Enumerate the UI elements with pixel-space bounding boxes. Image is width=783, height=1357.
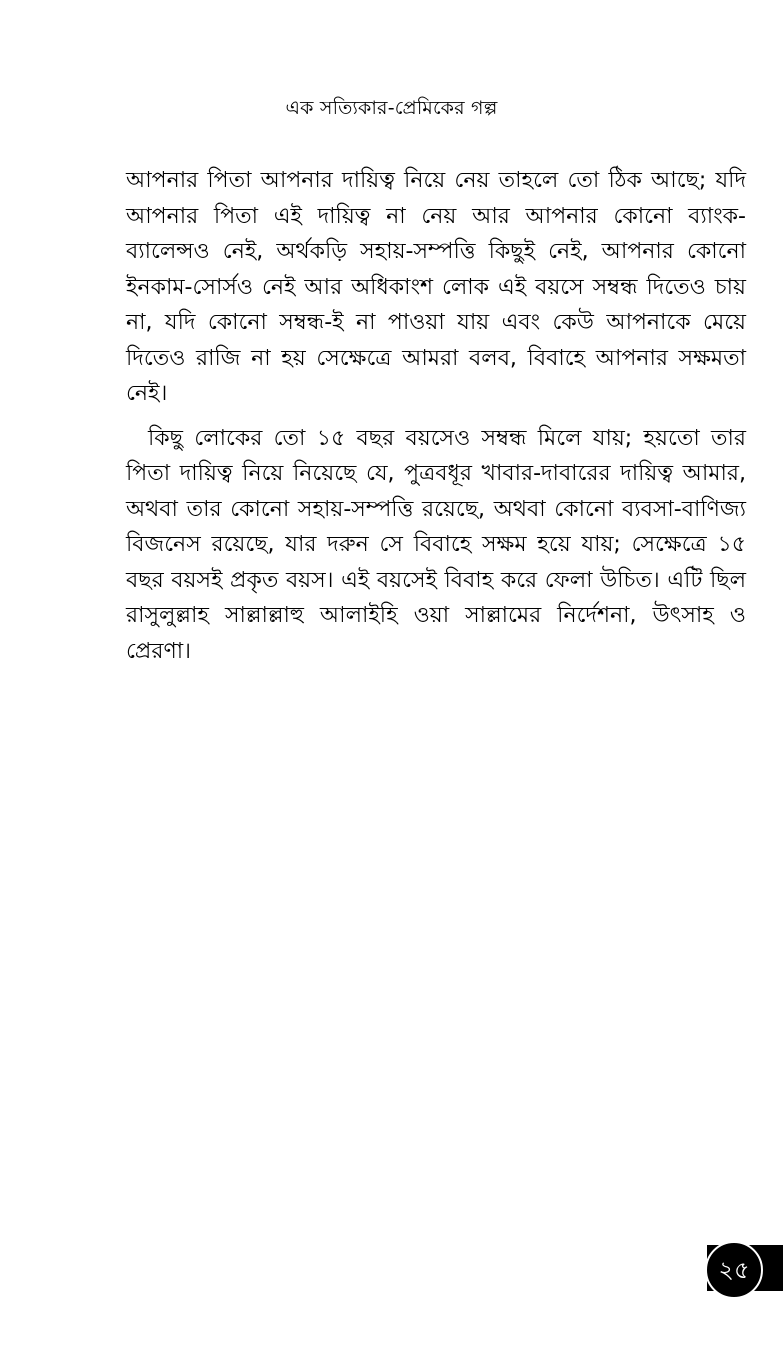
paragraph-2: কিছু লোকের তো ১৫ বছর বয়সেও সম্বন্ধ মিলে যায়; হয়তো তার পিতা দায়িত্ব নিয়ে নিয়েছে যে, পুত্রবধূর খাবার-দাবারের দায়িত্ব আমার, অথবা তার কোনো সহায়-সম্পত্তি রয়েছে, অথবা কোনো ব্যবসা-বাণিজ্য বিজনেস রয়েছে, যার দরুন সে বিবাহে সক্ষম হয়ে যায়; সেক্ষেত্রে ১৫ বছর বয়সই প্রকৃত বয়স। এই বয়সেই বিবাহ করে ফেলা উচিত। এটি ছিল রাসুলুল্লাহ সাল্লাল্লাহু আলাইহি ওয়া সাল্লামের নির্দেশনা, উৎসাহ ও প্রেরণা। xyxy=(126,425,746,664)
body-text xyxy=(126,163,746,669)
running-header-title: এক সত্যিকার-প্রেমিকের গল্প xyxy=(285,97,498,119)
page-number: ২৫ xyxy=(705,1241,763,1299)
paragraph-1: আপনার পিতা আপনার দায়িত্ব নিয়ে নেয় তাহলে তো ঠিক আছে; যদি আপনার পিতা এই দায়িত্ব না নেয় আর আপনার কোনো ব্যাংক-ব্যালেন্সও নেই, অর্থকড়ি সহায়-সম্পত্তি কিছুই নেই, আপনার কোনো ইনকাম-সোর্সও নেই আর অধিকাংশ লোক এই বয়সে সম্বন্ধ দিতেও চায় না, যদি কোনো সম্বন্ধ-ই না পাওয়া যায় এবং কেউ আপনাকে মেয়ে দিতেও রাজি না হয় সেক্ষেত্রে আমরা বলব, বিবাহে আপনার সক্ষমতা নেই। xyxy=(126,168,746,406)
